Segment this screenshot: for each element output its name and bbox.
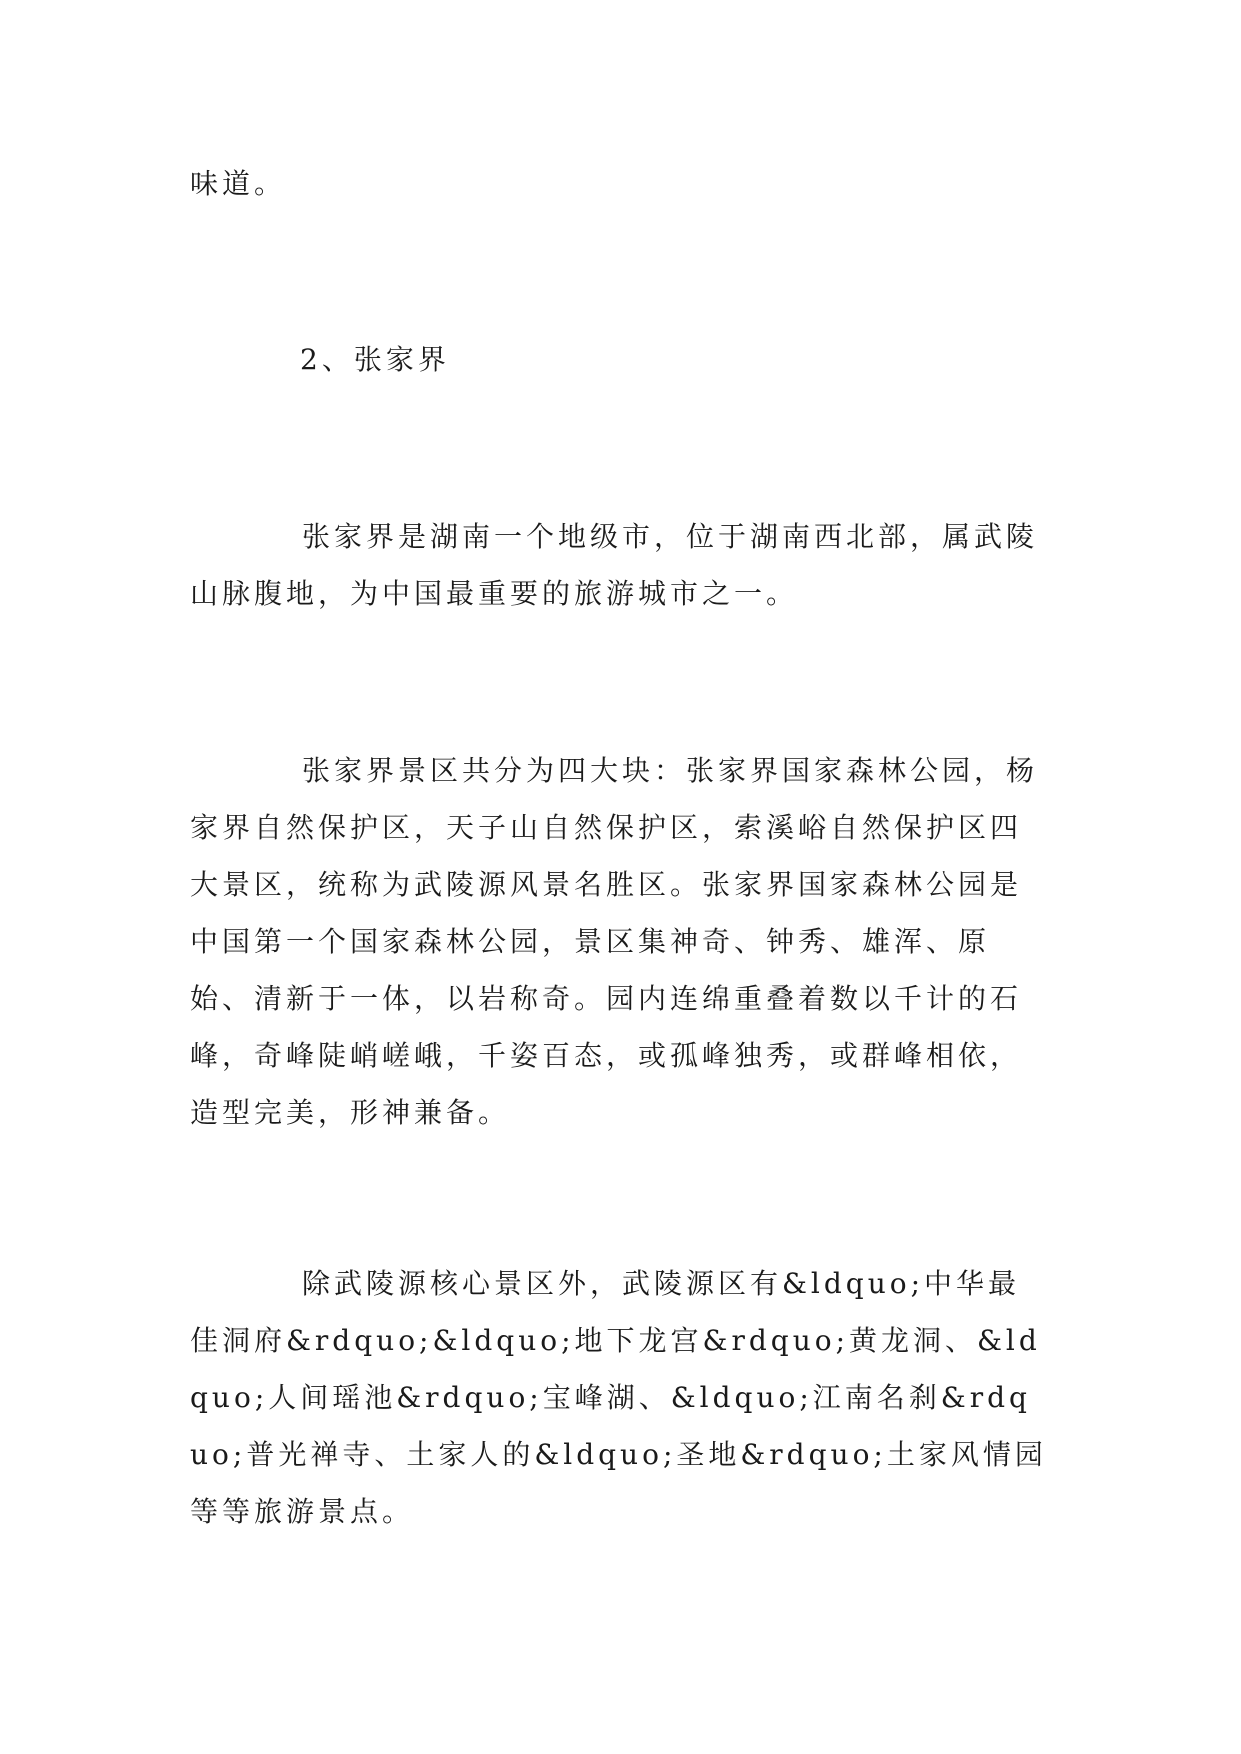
paragraph-continuation: 味道。: [190, 167, 287, 200]
paragraph: 除武陵源核心景区外，武陵源区有&ldquo;中华最佳洞府&rdquo;&ldquo;地下龙宫&rdquo;黄龙洞、&ldquo;人间瑶池&rdquo;宝峰湖、&ldquo;江南名刹&rdquo;普光禅寺、土家人的&ldquo;圣地&rdquo;土家风情园等等旅游景点。: [190, 1267, 1047, 1528]
paragraph: 张家界景区共分为四大块：张家界国家森林公园，杨家界自然保护区，天子山自然保护区，索溪峪自然保护区四大景区，统称为武陵源风景名胜区。张家界国家森林公园是中国第一个国家森林公园，景区集神奇、钟秀、雄浑、原始、清新于一体，以岩称奇。园内连绵重叠着数以千计的石峰，奇峰陡峭嵯峨，千姿百态，或孤峰独秀，或群峰相依，造型完美，形神兼备。: [190, 754, 1039, 1129]
paragraph: 张家界是湖南一个地级市，位于湖南西北部，属武陵山脉腹地，为中国最重要的旅游城市之一。: [190, 520, 1039, 610]
section-heading: 2、张家界: [300, 343, 450, 376]
